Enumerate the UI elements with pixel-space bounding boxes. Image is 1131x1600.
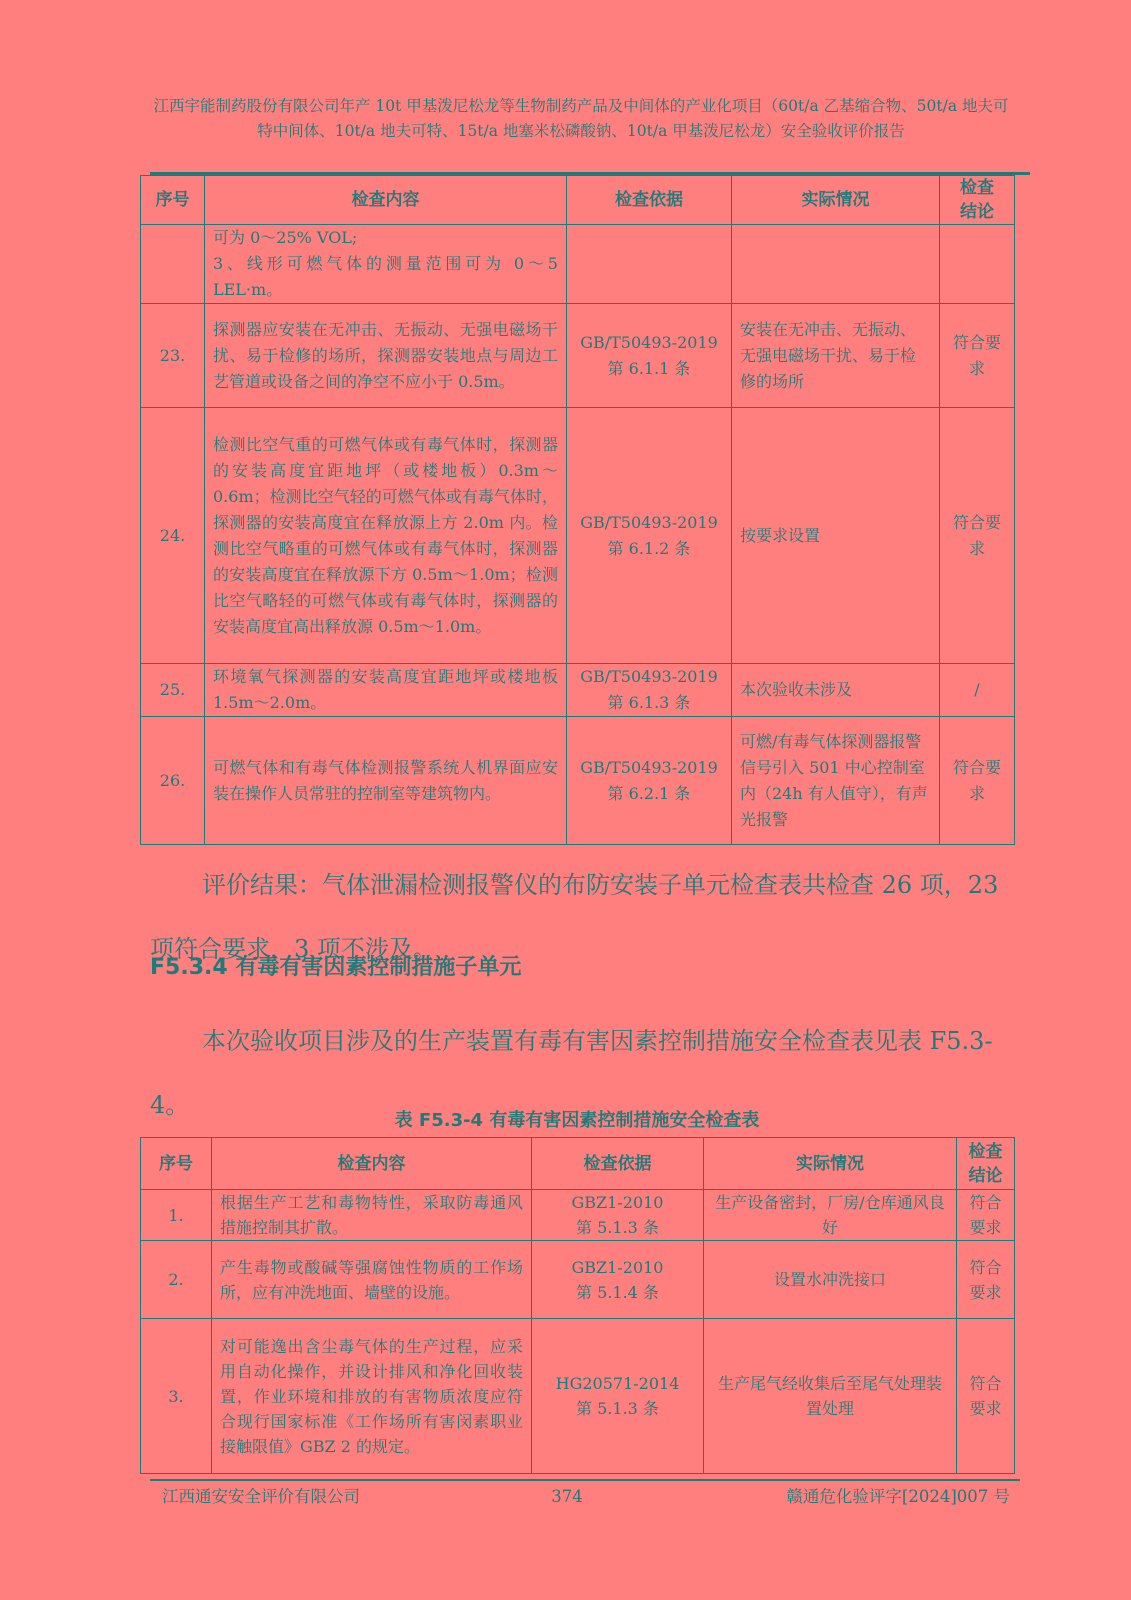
conclusion: 符合要求 [940,408,1015,664]
table-row [141,225,1015,304]
check-basis-clause: 第 6.1.3 条 [607,693,691,712]
check-basis-clause: 第 5.1.3 条 [576,1399,659,1418]
table-row [141,1241,1015,1319]
check-basis-standard: HG20571-2014 [555,1374,680,1393]
column-header-conclusion [940,176,1015,225]
section-heading: F5.3.4 有毒有害因素控制措施子单元 [150,955,522,980]
row-number [141,225,205,304]
table-header-row [141,176,1015,225]
row-number: 3. [141,1319,212,1474]
table-header-row [141,1138,1015,1190]
check-content-line: 3、线形可燃气体的测量范围可为 0～5 LEL·m。 [213,254,558,299]
check-basis [567,408,732,664]
conclusion: / [940,664,1015,717]
check-content: 环境氧气探测器的安装高度宜距地坪或楼地板 1.5m～2.0m。 [205,664,567,717]
check-content [205,225,567,304]
conclusion: 符合要求 [940,304,1015,408]
table-row [141,304,1015,408]
table-row [141,1190,1015,1241]
check-content: 探测器应安装在无冲击、无振动、无强电磁场干扰、易于检修的场所，探测器安装地点与周边工艺管道或设备之间的净空不应小于 0.5m。 [205,304,567,408]
row-number: 1. [141,1190,212,1241]
table-row [141,408,1015,664]
check-basis-clause: 第 6.1.2 条 [607,538,691,558]
row-number: 24. [141,408,205,664]
page-footer [150,1483,1020,1511]
check-basis [532,1319,704,1474]
section-intro-paragraph: 本次验收项目涉及的生产装置有毒有害因素控制措施安全检查表见表 F5.3-4。 [150,1027,993,1119]
column-header-conclusion-line2: 结论 [960,202,994,222]
column-header-basis: 检查依据 [532,1138,704,1190]
check-content-line: 可为 0～25% VOL; [213,228,358,247]
footer-rule [150,1479,1020,1481]
table-row [141,664,1015,717]
row-number: 25. [141,664,205,717]
page-number: 374 [551,1487,583,1506]
table-row [141,1319,1015,1474]
check-basis-standard: GB/T50493-2019 [580,332,718,352]
check-basis-standard: GB/T50493-2019 [580,667,718,686]
check-content: 可燃气体和有毒气体检测报警系统人机界面应安装在操作人员常驻的控制室等建筑物内。 [205,717,567,845]
column-header-conclusion [957,1138,1015,1190]
running-header-title: 江西宇能制药股份有限公司年产 10t 甲基泼尼松龙等生物制药产品及中间体的产业化项目（60t/a 乙基缩合物、50t/a 地夫可特中间体、10t/a 地夫可特、15t/a 地塞米松磷酸钠、10t/a 甲基泼尼松龙）安全验收评价报告 [153,97,1009,140]
column-header-no: 序号 [141,1138,212,1190]
gas-detector-check-table [140,175,1015,845]
column-header-content: 检查内容 [212,1138,532,1190]
check-content: 检测比空气重的可燃气体或有毒气体时，探测器的安装高度宜距地坪（或楼地板）0.3m～0.6m；检测比空气轻的可燃气体或有毒气体时，探测器的安装高度宜在释放源上方 2.0m 内。检测比空气略重的可燃气体或有毒气体时，探测器的安装高度宜在释放源下方 0.5m～1.0m；检测比空气略轻的可燃气体或有毒气体时，探测器的安装高度宜高出释放源 0.5m～1.0m。 [205,408,567,664]
column-header-conclusion-line1: 检查 [968,1141,1003,1162]
table-row [141,717,1015,845]
actual-situation: 生产尾气经收集后至尾气处理装置处理 [704,1319,957,1474]
row-number: 23. [141,304,205,408]
actual-situation: 设置水冲洗接口 [704,1241,957,1319]
footer-document-code: 赣通危化验评字[2024]007 号 [786,1487,1010,1506]
actual-situation: 按要求设置 [732,408,940,664]
table-caption: 表 F5.3-4 有毒有害因素控制措施安全检查表 [394,1110,760,1131]
check-content: 对可能逸出含尘毒气体的生产过程，应采用自动化操作，并设计排风和净化回收装置，作业环境和排放的有害物质浓度应符合现行国家标准《工作场所有害闵素职业接触限值》GBZ 2 的规定。 [212,1319,532,1474]
conclusion [940,225,1015,304]
check-basis-clause: 第 6.1.1 条 [607,358,691,378]
conclusion: 符合要求 [940,717,1015,845]
check-basis-clause: 第 6.2.1 条 [607,783,691,803]
check-basis-standard: GBZ1-2010 [571,1193,664,1212]
check-basis-standard: GB/T50493-2019 [580,757,718,777]
check-basis-clause: 第 5.1.4 条 [576,1282,659,1302]
toxic-hazard-control-check-table [140,1137,1015,1474]
check-content: 根据生产工艺和毒物特性，采取防毒通风措施控制其扩散。 [212,1190,532,1241]
conclusion: 符合要求 [957,1241,1015,1319]
check-basis-clause: 第 5.1.3 条 [576,1218,659,1237]
check-content: 产生毒物或酸碱等强腐蚀性物质的工作场所，应有冲洗地面、墙壁的设施。 [212,1241,532,1319]
column-header-content: 检查内容 [205,176,567,225]
check-basis [532,1241,704,1319]
column-header-conclusion-line2: 结论 [968,1165,1003,1186]
column-header-conclusion-line1: 检查 [960,178,994,198]
actual-situation: 生产设备密封，厂房/仓库通风良好 [704,1190,957,1241]
footer-company: 江西通安安全评价有限公司 [162,1487,360,1506]
check-basis-standard: GB/T50493-2019 [580,512,718,532]
conclusion: 符合要求 [957,1319,1015,1474]
actual-situation: 安装在无冲击、无振动、无强电磁场干扰、易于检修的场所 [732,304,940,408]
check-basis-standard: GBZ1-2010 [571,1257,664,1277]
column-header-no: 序号 [141,176,205,225]
column-header-basis: 检查依据 [567,176,732,225]
check-basis [567,225,732,304]
actual-situation [732,225,940,304]
evaluation-result-paragraph: 评价结果：气体泄漏检测报警仪的布防安装子单元检查表共检查 26 项，23 项符合要求，3 项不涉及。 [150,871,999,963]
column-header-actual: 实际情况 [704,1138,957,1190]
check-basis [567,717,732,845]
actual-situation: 可燃/有毒气体探测器报警信号引入 501 中心控制室内（24h 有人值守），有声光报警 [732,717,940,845]
check-basis [532,1190,704,1241]
row-number: 26. [141,717,205,845]
check-basis [567,664,732,717]
check-basis [567,304,732,408]
column-header-actual: 实际情况 [732,176,940,225]
row-number: 2. [141,1241,212,1319]
actual-situation: 本次验收未涉及 [732,664,940,717]
conclusion: 符合要求 [957,1190,1015,1241]
